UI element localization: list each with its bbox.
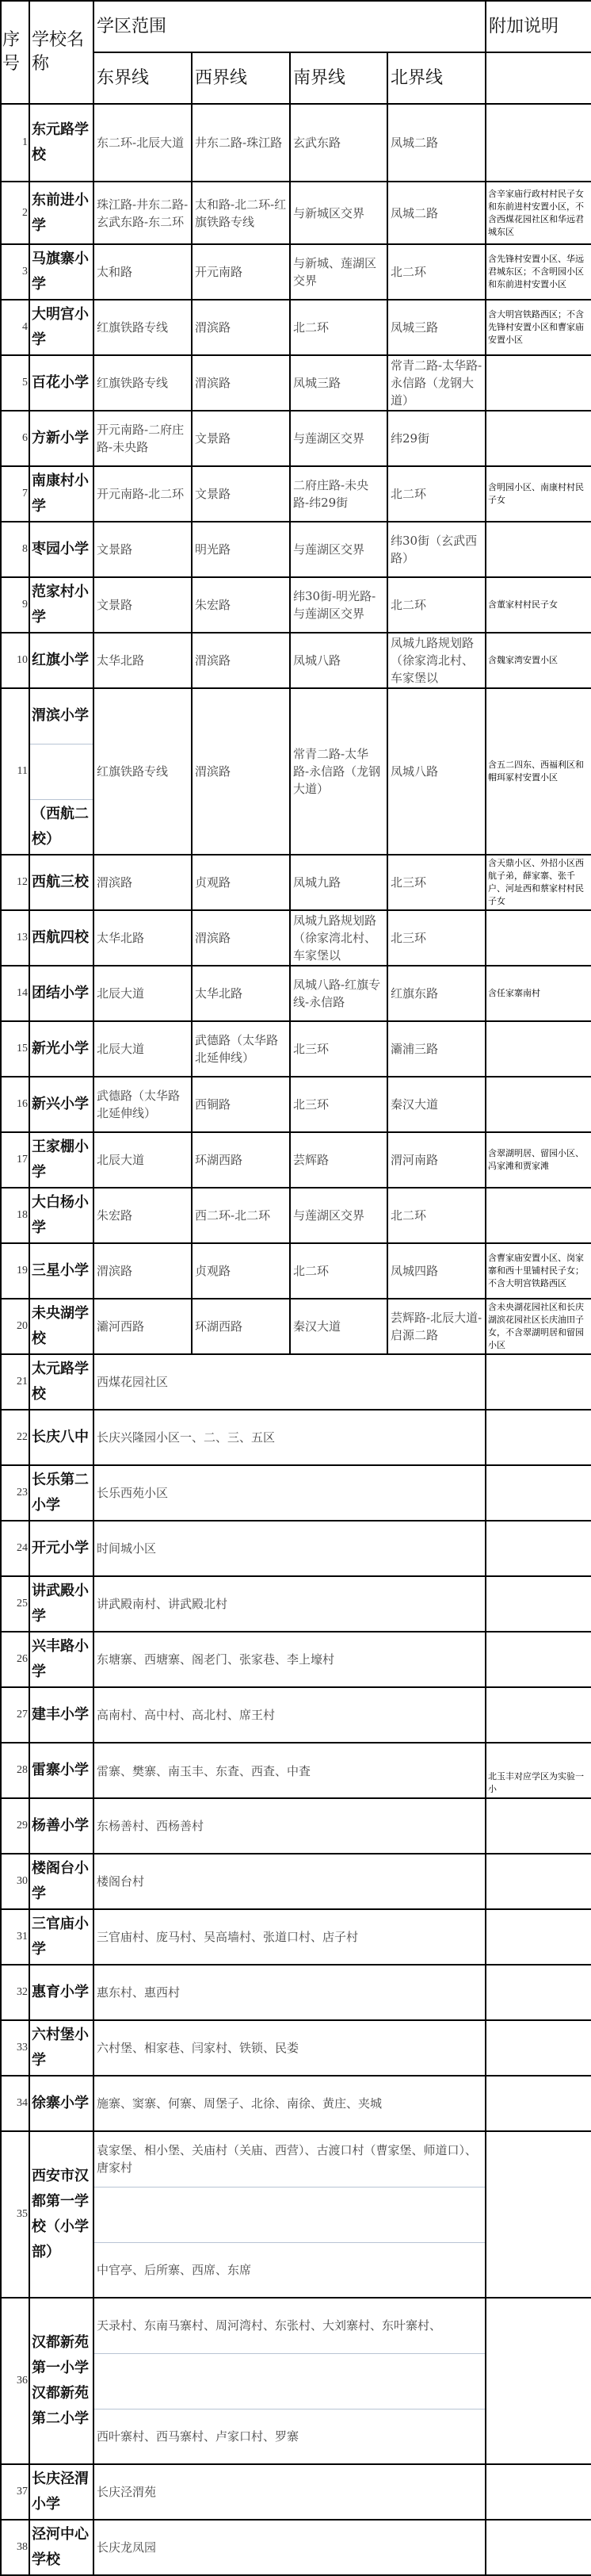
table-row [1, 1965, 591, 2020]
north-boundary: 渭河南路 [387, 1132, 486, 1188]
school-name: 大白杨小学 [29, 1188, 93, 1243]
school-name: 团结小学 [29, 966, 93, 1021]
north-boundary: 凤城二路 [387, 182, 486, 244]
note: 含辛家庙行政村村民子女和东前进村安置小区，不含西煤花园社区和华远君城东区 [486, 182, 591, 244]
row-no: 28 [1, 1743, 29, 1798]
row-no: 15 [1, 1021, 29, 1077]
table-row [1, 1687, 591, 1743]
note: 含任家寨南村 [486, 966, 591, 1021]
note [486, 1687, 591, 1743]
south-boundary: 北二环 [290, 300, 387, 355]
note [486, 1521, 591, 1576]
school-name: 三星小学 [29, 1243, 93, 1299]
district-range: 施寨、窦寨、何寨、周堡子、北徐、南徐、黄庄、夹城 [93, 2076, 486, 2131]
district-range: 惠东村、惠西村 [93, 1965, 486, 2020]
table-row [1, 104, 591, 182]
south-boundary: 秦汉大道 [290, 1299, 387, 1354]
east-boundary: 红旗铁路专线 [93, 355, 192, 411]
table-row [1, 1854, 591, 1909]
row-no: 36 [1, 2298, 29, 2464]
table-row [1, 1798, 591, 1854]
table-row [1, 2131, 591, 2187]
row-no: 14 [1, 966, 29, 1021]
note: 含天鼎小区、外招小区西航子弟，薛家寨、张千户、河址西和蔡家村村民子女 [486, 855, 591, 910]
west-boundary: 渭滨路 [192, 910, 290, 966]
table-row [1, 1243, 591, 1299]
east-boundary: 灞河西路 [93, 1299, 192, 1354]
east-boundary: 渭滨路 [93, 1243, 192, 1299]
school-name: 太元路学校 [29, 1354, 93, 1410]
school-name: 六村堡小学 [29, 2020, 93, 2076]
note [486, 1854, 591, 1909]
header-note-blank [486, 52, 591, 104]
west-boundary: 环湖西路 [192, 1132, 290, 1188]
east-boundary: 珠江路-井东二路-玄武东路-东二环 [93, 182, 192, 244]
school-name: 枣园小学 [29, 522, 93, 577]
school-name: 红旗小学 [29, 633, 93, 688]
south-boundary: 芸辉路 [290, 1132, 387, 1188]
district-range: 长庆泾渭苑 [93, 2464, 486, 2520]
row-no: 25 [1, 1576, 29, 1632]
district-range: 东塘寨、西塘寨、阁老门、张家巷、李上壕村 [93, 1632, 486, 1687]
district-range: 时间城小区 [93, 1521, 486, 1576]
north-boundary: 北二环 [387, 577, 486, 633]
header-school-name: 学校名称 [29, 1, 93, 104]
south-boundary: 玄武东路 [290, 104, 387, 182]
table-row [1, 1743, 591, 1798]
school-name: 杨善小学 [29, 1798, 93, 1854]
west-boundary: 渭滨路 [192, 633, 290, 688]
note [486, 522, 591, 577]
row-no: 21 [1, 1354, 29, 1410]
note: 北玉丰对应学区为实验一小 [486, 1743, 591, 1798]
row-no: 7 [1, 466, 29, 522]
north-boundary: 凤城四路 [387, 1243, 486, 1299]
north-boundary: 纬30街（玄武西路） [387, 522, 486, 577]
school-name: 徐寨小学 [29, 2076, 93, 2131]
note: 含五二四东、西福利区和帽珥冢村安置小区 [486, 688, 591, 855]
west-boundary: 贞观路 [192, 855, 290, 910]
district-range: 高南村、高中村、高北村、席王村 [93, 1687, 486, 1743]
east-boundary: 北辰大道 [93, 966, 192, 1021]
note [486, 1909, 591, 1965]
district-range: 楼阁台村 [93, 1854, 486, 1909]
south-boundary: 与莲湖区交界 [290, 522, 387, 577]
row-no: 38 [1, 2520, 29, 2575]
school-name: 长庆泾渭小学 [29, 2464, 93, 2520]
east-boundary: 渭滨路 [93, 855, 192, 910]
west-boundary: 太和路-北二环-红旗铁路专线 [192, 182, 290, 244]
note [486, 1798, 591, 1854]
table-row [1, 2464, 591, 2520]
east-boundary: 开元南路-二府庄路-未央路 [93, 411, 192, 466]
note: 含翠湖明居、留园小区、冯家滩和贾家滩 [486, 1132, 591, 1188]
row-no: 2 [1, 182, 29, 244]
school-name: 东前进小学 [29, 182, 93, 244]
note [486, 1077, 591, 1132]
south-boundary: 北三环 [290, 1077, 387, 1132]
south-boundary: 与莲湖区交界 [290, 1188, 387, 1243]
note [486, 1021, 591, 1077]
west-boundary: 渭滨路 [192, 688, 290, 855]
east-boundary: 太华北路 [93, 910, 192, 966]
note: 含曹家庙安置小区、岗家寨和西十里铺村民子女；不含大明宫铁路西区 [486, 1243, 591, 1299]
east-boundary: 红旗铁路专线 [93, 300, 192, 355]
row-no: 23 [1, 1465, 29, 1521]
table-row [1, 2298, 591, 2353]
school-name: 马旗寨小学 [29, 244, 93, 300]
row-no: 26 [1, 1632, 29, 1687]
south-boundary: 与新城区交界 [290, 182, 387, 244]
north-boundary: 北三环 [387, 855, 486, 910]
south-boundary: 二府庄路-未央路-纬29街 [290, 466, 387, 522]
school-name-blank [29, 744, 93, 799]
note [486, 2076, 591, 2131]
west-boundary: 西铜路 [192, 1077, 290, 1132]
table-row [1, 910, 591, 966]
north-boundary: 凤城九路规划路（徐家湾北村、车家堡以 [387, 633, 486, 688]
row-no: 16 [1, 1077, 29, 1132]
west-boundary: 西二环-北二环 [192, 1188, 290, 1243]
south-boundary: 凤城九路规划路（徐家湾北村、车家堡以 [290, 910, 387, 966]
row-no: 3 [1, 244, 29, 300]
note [486, 1965, 591, 2020]
table-row [1, 1576, 591, 1632]
table-row [1, 633, 591, 688]
note [486, 1465, 591, 1521]
district-range: 东杨善村、西杨善村 [93, 1798, 486, 1854]
west-boundary: 明光路 [192, 522, 290, 577]
note [486, 2464, 591, 2520]
header-east: 东界线 [93, 52, 192, 104]
east-boundary: 太华北路 [93, 633, 192, 688]
table-row [1, 2076, 591, 2131]
school-name: 王家棚小学 [29, 1132, 93, 1188]
school-name: 惠育小学 [29, 1965, 93, 2020]
table-row [1, 411, 591, 466]
west-boundary: 开元南路 [192, 244, 290, 300]
south-boundary: 纬30街-明光路-与莲湖区交界 [290, 577, 387, 633]
west-boundary: 井东二路-珠江路 [192, 104, 290, 182]
district-range: 长庆龙凤园 [93, 2520, 486, 2575]
header-district-range: 学区范围 [93, 1, 486, 52]
south-boundary: 凤城八路-红旗专线-永信路 [290, 966, 387, 1021]
district-range-top: 天录村、东南马寨村、周河湾村、东张村、大刘寨村、东叶寨村、 [93, 2298, 486, 2353]
note: 含大明宫铁路西区；不含先锋村安置小区和曹家庙安置小区 [486, 300, 591, 355]
school-name: 楼阁台小学 [29, 1854, 93, 1909]
note: 含董家村村民子女 [486, 577, 591, 633]
table-row [1, 1521, 591, 1576]
school-name: 开元小学 [29, 1521, 93, 1576]
row-no: 4 [1, 300, 29, 355]
note [486, 1632, 591, 1687]
table-row [1, 966, 591, 1021]
east-boundary: 文景路 [93, 522, 192, 577]
row-no: 18 [1, 1188, 29, 1243]
south-boundary: 与莲湖区交界 [290, 411, 387, 466]
header-west: 西界线 [192, 52, 290, 104]
east-boundary: 朱宏路 [93, 1188, 192, 1243]
row-no: 17 [1, 1132, 29, 1188]
row-no: 27 [1, 1687, 29, 1743]
west-boundary: 环湖西路 [192, 1299, 290, 1354]
table-row [1, 1021, 591, 1077]
note [486, 910, 591, 966]
table-row [1, 1354, 591, 1410]
school-name: 南康村小学 [29, 466, 93, 522]
school-name: 西安市汉都第一学校（小学部） [29, 2131, 93, 2298]
note [486, 1188, 591, 1243]
row-no: 10 [1, 633, 29, 688]
west-boundary: 朱宏路 [192, 577, 290, 633]
header-row-1 [1, 1, 591, 52]
east-boundary: 文景路 [93, 577, 192, 633]
table-row [1, 1299, 591, 1354]
south-boundary: 凤城九路 [290, 855, 387, 910]
west-boundary: 渭滨路 [192, 355, 290, 411]
row-no: 22 [1, 1410, 29, 1465]
row-no: 32 [1, 1965, 29, 2020]
north-boundary: 凤城三路 [387, 300, 486, 355]
west-boundary: 文景路 [192, 411, 290, 466]
row-no: 33 [1, 2020, 29, 2076]
school-name: 长庆八中 [29, 1410, 93, 1465]
district-range: 三官庙村、庞马村、吴高墙村、张道口村、店子村 [93, 1909, 486, 1965]
note [486, 2298, 591, 2464]
table-row [1, 1632, 591, 1687]
note: 含魏家湾安置小区 [486, 633, 591, 688]
north-boundary: 纬29街 [387, 411, 486, 466]
note: 含未央湖花园社区和长庆湖滨花园社区长庆油田子女，不含翠湖明居和留园小区 [486, 1299, 591, 1354]
school-name: 新光小学 [29, 1021, 93, 1077]
north-boundary: 北二环 [387, 466, 486, 522]
table-row [1, 522, 591, 577]
note [486, 411, 591, 466]
note: 含明园小区、南康村村民子女 [486, 466, 591, 522]
row-no: 34 [1, 2076, 29, 2131]
west-boundary: 贞观路 [192, 1243, 290, 1299]
district-range: 西煤花园社区 [93, 1354, 486, 1410]
north-boundary: 北二环 [387, 244, 486, 300]
south-boundary: 北三环 [290, 1021, 387, 1077]
row-no: 35 [1, 2131, 29, 2298]
school-name: 兴丰路小学 [29, 1632, 93, 1687]
table-row [1, 300, 591, 355]
north-boundary: 北三环 [387, 910, 486, 966]
west-boundary: 文景路 [192, 466, 290, 522]
row-no: 6 [1, 411, 29, 466]
table-row [1, 2520, 591, 2575]
south-boundary: 北二环 [290, 1243, 387, 1299]
east-boundary: 红旗铁路专线 [93, 688, 192, 855]
school-name: 建丰小学 [29, 1687, 93, 1743]
table-row [1, 355, 591, 411]
row-no: 20 [1, 1299, 29, 1354]
table-row [1, 2020, 591, 2076]
south-boundary: 凤城八路 [290, 633, 387, 688]
row-no: 24 [1, 1521, 29, 1576]
row-no: 11 [1, 688, 29, 855]
district-range: 讲武殿南村、讲武殿北村 [93, 1576, 486, 1632]
east-boundary: 东二环-北辰大道 [93, 104, 192, 182]
school-name: 大明宫小学 [29, 300, 93, 355]
row-no: 19 [1, 1243, 29, 1299]
school-name: 西航三校 [29, 855, 93, 910]
south-boundary: 与新城、莲湖区交界 [290, 244, 387, 300]
note [486, 2520, 591, 2575]
school-name: 东元路学校 [29, 104, 93, 182]
table-row [1, 688, 591, 744]
district-range: 长乐西苑小区 [93, 1465, 486, 1521]
table-row [1, 855, 591, 910]
row-no: 8 [1, 522, 29, 577]
row-no: 30 [1, 1854, 29, 1909]
school-name: 雷寨小学 [29, 1743, 93, 1798]
note [486, 1410, 591, 1465]
school-name: 范家村小学 [29, 577, 93, 633]
table-row [1, 182, 591, 244]
note [486, 1354, 591, 1410]
table-row [1, 1909, 591, 1965]
header-south: 南界线 [290, 52, 387, 104]
row-no: 12 [1, 855, 29, 910]
east-boundary: 开元南路-北二环 [93, 466, 192, 522]
row-no: 37 [1, 2464, 29, 2520]
district-range-middle [93, 2187, 486, 2242]
header-no: 序号 [1, 1, 29, 104]
school-name: 渭滨小学 [29, 688, 93, 744]
east-boundary: 北辰大道 [93, 1132, 192, 1188]
table-row [1, 1077, 591, 1132]
school-name: 新兴小学 [29, 1077, 93, 1132]
district-range-bottom: 西叶寨村、西马寨村、卢家口村、罗寨 [93, 2409, 486, 2464]
table-row [1, 1410, 591, 1465]
row-no: 31 [1, 1909, 29, 1965]
school-name: 百花小学 [29, 355, 93, 411]
row-no: 13 [1, 910, 29, 966]
table-row [1, 244, 591, 300]
table-row [1, 466, 591, 522]
district-range-top: 袁家堡、相小堡、关庙村（关庙、西营）、古渡口村（曹家堡、师道口）、唐家村 [93, 2131, 486, 2187]
north-boundary: 北二环 [387, 1188, 486, 1243]
table-row [1, 577, 591, 633]
school-name-suffix: （西航二校） [29, 799, 93, 855]
district-range: 长庆兴隆园小区一、二、三、五区 [93, 1410, 486, 1465]
note [486, 1576, 591, 1632]
note [486, 104, 591, 182]
north-boundary: 红旗东路 [387, 966, 486, 1021]
north-boundary: 凤城二路 [387, 104, 486, 182]
east-boundary: 北辰大道 [93, 1021, 192, 1077]
note: 含先锋村安置小区、华远君城东区；不含明园小区和东前进村安置小区 [486, 244, 591, 300]
row-no: 1 [1, 104, 29, 182]
header-note: 附加说明 [486, 1, 591, 52]
west-boundary: 渭滨路 [192, 300, 290, 355]
header-north: 北界线 [387, 52, 486, 104]
table-row [1, 1188, 591, 1243]
school-name: 泾河中心学校 [29, 2520, 93, 2575]
north-boundary: 秦汉大道 [387, 1077, 486, 1132]
row-no: 9 [1, 577, 29, 633]
school-name: 汉都新苑第一小学汉都新苑第二小学 [29, 2298, 93, 2464]
north-boundary: 常青二路-太华路-永信路（龙钢大道） [387, 355, 486, 411]
school-name: 西航四校 [29, 910, 93, 966]
district-range-bottom: 中官亭、后所寨、西席、东席 [93, 2242, 486, 2298]
district-range-middle [93, 2353, 486, 2409]
school-name: 未央湖学校 [29, 1299, 93, 1354]
school-name: 方新小学 [29, 411, 93, 466]
table-row [1, 1465, 591, 1521]
east-boundary: 太和路 [93, 244, 192, 300]
district-range: 六村堡、相家巷、闫家村、铁锁、民娄 [93, 2020, 486, 2076]
school-name: 三官庙小学 [29, 1909, 93, 1965]
school-name: 长乐第二小学 [29, 1465, 93, 1521]
north-boundary: 灞浦三路 [387, 1021, 486, 1077]
note [486, 355, 591, 411]
row-no: 5 [1, 355, 29, 411]
west-boundary: 太华北路 [192, 966, 290, 1021]
west-boundary: 武德路（太华路北延伸线） [192, 1021, 290, 1077]
note [486, 2020, 591, 2076]
row-no: 29 [1, 1798, 29, 1854]
table-row [1, 1132, 591, 1188]
district-range: 雷寨、樊寨、南玉丰、东査、西査、中査 [93, 1743, 486, 1798]
north-boundary: 凤城八路 [387, 688, 486, 855]
north-boundary: 芸辉路-北辰大道-启源二路 [387, 1299, 486, 1354]
east-boundary: 武德路（太华路北延伸线） [93, 1077, 192, 1132]
south-boundary: 常青二路-太华路-永信路（龙钢大道） [290, 688, 387, 855]
south-boundary: 凤城三路 [290, 355, 387, 411]
note [486, 2131, 591, 2298]
school-name: 讲武殿小学 [29, 1576, 93, 1632]
